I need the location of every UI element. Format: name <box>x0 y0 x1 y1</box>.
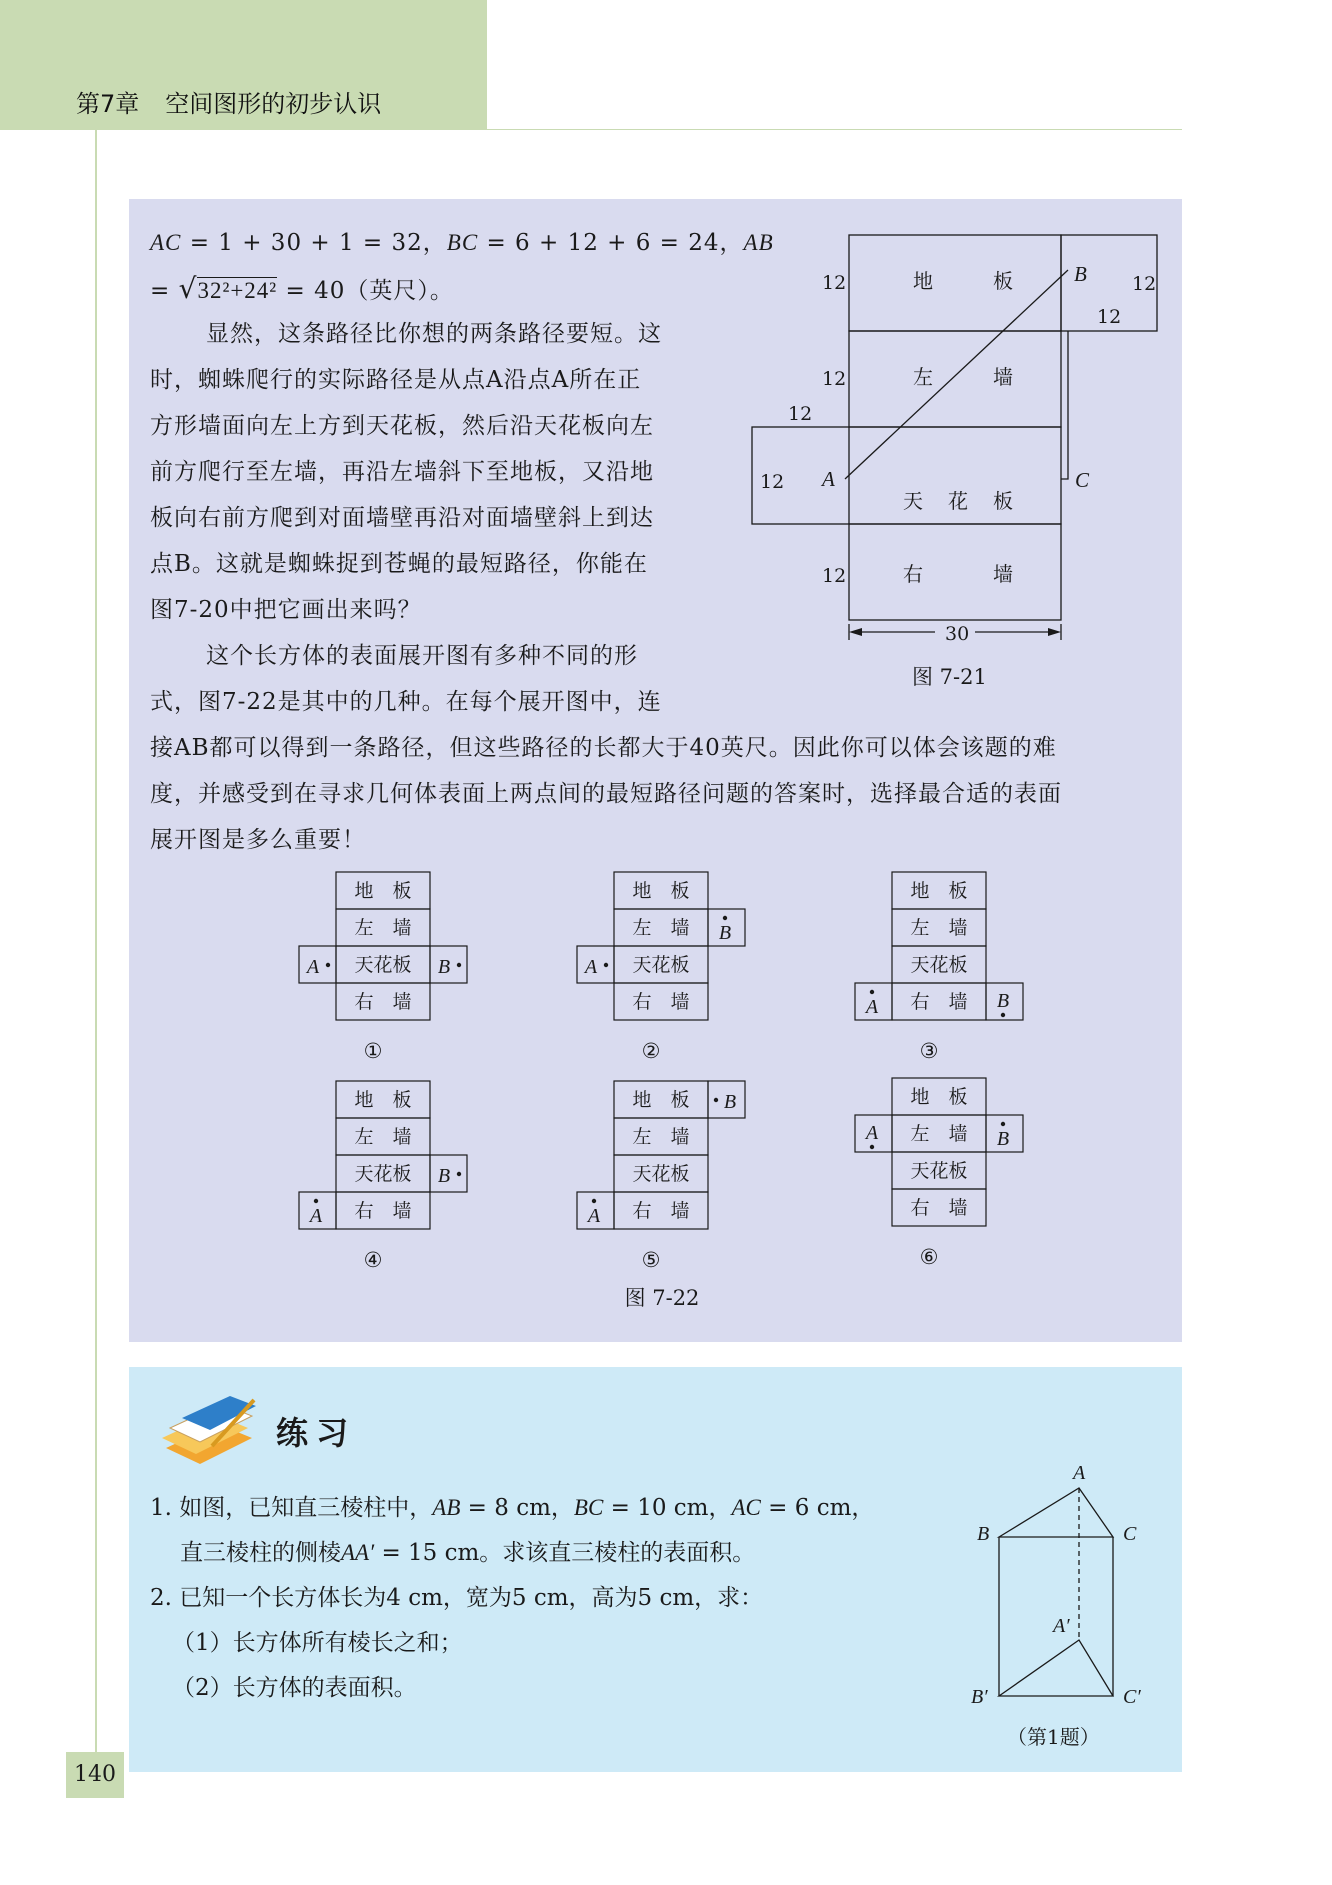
fig21-width-label: 30 <box>945 623 970 645</box>
paragraph-line: 式，图7-22是其中的几种。在每个展开图中，连 <box>150 689 662 715</box>
paragraph-line: 前方爬行至左墙，再沿左墙斜下至地板，又沿地 <box>150 459 654 485</box>
net-point-b: B <box>996 1128 1010 1150</box>
net-point-b: B <box>437 1165 451 1187</box>
page-number: 140 <box>66 1752 124 1798</box>
paragraph-line: 这个长方体的表面展开图有多种不同的形 <box>206 643 638 669</box>
net-point-a: A <box>584 956 598 978</box>
fig21-ceiling-mid: 花 <box>948 489 968 513</box>
fig21-dim-right-flap-2: 12 <box>1097 306 1122 328</box>
net-cell-label: 地 板 <box>354 880 412 902</box>
paragraph-line: 展开图是多么重要！ <box>150 827 366 853</box>
net-cell-label: 地 板 <box>632 880 690 902</box>
fig21-floor-left: 地 <box>913 269 933 293</box>
q1-text: = 8 cm， <box>460 1495 574 1521</box>
q1-var-ab: AB <box>432 1495 461 1520</box>
net-cell-label: 地 板 <box>632 1089 690 1111</box>
prism-caption: （第1题） <box>1007 1725 1100 1749</box>
fig21-leftwall-left: 左 <box>913 365 933 389</box>
net-cell-label: 地 板 <box>910 880 968 902</box>
net-cell-label: 左 墙 <box>632 1126 690 1148</box>
net-cell-label: 左 墙 <box>354 917 412 939</box>
formula-text: = 6 + 12 + 6 = 24， <box>478 230 744 256</box>
net-point-b: B <box>718 922 732 944</box>
chapter-name: 空间图形的初步认识 <box>165 90 382 118</box>
net-point-a: A <box>587 1205 601 1227</box>
var-ab: AB <box>743 230 774 255</box>
equals-sign: = <box>150 278 171 304</box>
fig21-caption: 图 7-21 <box>912 665 987 689</box>
q1-text: = 15 cm。求该直三棱柱的表面积。 <box>374 1540 756 1566</box>
fig21-dim-floor: 12 <box>822 272 847 294</box>
paragraph-line: 板向右前方爬到对面墙壁再沿对面墙壁斜上到达 <box>150 505 654 531</box>
net-cell-label: 左 墙 <box>910 1123 968 1145</box>
fig21-dim-leftwall: 12 <box>822 368 847 390</box>
net-cell-label: 左 墙 <box>632 917 690 939</box>
var-ac: AC <box>150 230 182 255</box>
net-point-a: A <box>865 1122 879 1144</box>
paragraph-line: 方形墙面向左上方到天花板，然后沿天花板向左 <box>150 413 654 439</box>
net-point-a: A <box>309 1205 323 1227</box>
formula-text: = 1 + 30 + 1 = 32， <box>181 230 447 256</box>
prism-label-a: A <box>1073 1462 1086 1484</box>
net-number-label: ③ <box>919 1039 939 1063</box>
fig21-dim-rightwall: 12 <box>822 565 847 587</box>
fig21-point-a: A <box>822 467 835 491</box>
paragraph-line: 图7-20中把它画出来吗？ <box>150 597 422 623</box>
fig21-dim-flap-side: 12 <box>760 471 785 493</box>
net-cell-label: 地 板 <box>910 1086 968 1108</box>
sqrt-symbol: √ <box>178 272 198 305</box>
net-number-label: ① <box>363 1039 383 1063</box>
net-point-b: B <box>723 1091 737 1113</box>
q1-var-aa: AA′ <box>341 1540 375 1565</box>
net-cell-label: 地 板 <box>354 1089 412 1111</box>
paragraph-line: 度，并感受到在寻求几何体表面上两点间的最短路径问题的答案时，选择最合适的表面 <box>150 781 1062 807</box>
formula-result: = 40（英尺）。 <box>277 278 454 304</box>
net-point-b: B <box>437 956 451 978</box>
net-cell-label: 右 墙 <box>632 1200 690 1222</box>
var-bc: BC <box>446 230 479 255</box>
prism-label-c2: C′ <box>1123 1686 1141 1708</box>
fig22-caption: 图 7-22 <box>624 1286 700 1310</box>
net-cell-label: 天花板 <box>632 1163 690 1185</box>
fig21-rightwall-left: 右 <box>903 562 923 586</box>
q1-text: = 6 cm， <box>760 1495 875 1521</box>
net-point-b: B <box>996 990 1010 1012</box>
paragraph-line: 时，蜘蛛爬行的实际路径是从点A沿点A所在正 <box>150 367 642 393</box>
net-cell-label: 右 墙 <box>910 1197 968 1219</box>
q1-text: 1. 如图，已知直三棱柱中， <box>150 1495 433 1521</box>
net-point-a: A <box>306 956 320 978</box>
prism-top-face <box>999 1488 1113 1537</box>
fig21-dim-right-flap: 12 <box>1132 273 1157 295</box>
net-number-label: ④ <box>363 1248 383 1272</box>
prism-label-b2: B′ <box>971 1686 988 1708</box>
net-cell-label: 右 墙 <box>354 991 412 1013</box>
paragraph-line: 接AB都可以得到一条路径，但这些路径的长都大于40英尺。因此你可以体会该题的难 <box>150 735 1057 761</box>
net-number-label: ⑥ <box>919 1245 939 1269</box>
fig21-ceiling-left: 天 <box>903 489 923 513</box>
q1-text: 直三棱柱的侧棱 <box>180 1540 341 1566</box>
fig21-floor-right: 板 <box>993 269 1013 293</box>
fig21-dim-flap-top: 12 <box>788 403 813 425</box>
sqrt-radicand: 32²+24² <box>197 278 278 303</box>
net-cell-label: 左 墙 <box>910 917 968 939</box>
chapter-number: 第7章 <box>76 90 140 118</box>
net-cell-label: 左 墙 <box>354 1126 412 1148</box>
net-cell-label: 天花板 <box>354 1163 412 1185</box>
q1-text: = 10 cm， <box>603 1495 732 1521</box>
prism-label-a2: A′ <box>1053 1615 1070 1637</box>
net-cell-label: 天花板 <box>354 954 412 976</box>
net-cell-label: 右 墙 <box>354 1200 412 1222</box>
net-number-label: ② <box>641 1039 661 1063</box>
fig21-ceiling-right: 板 <box>993 489 1013 513</box>
fig21-leftwall-right: 墙 <box>993 365 1013 389</box>
fig21-rightwall-right: 墙 <box>993 562 1013 586</box>
q1-var-bc: BC <box>573 1495 604 1520</box>
fig21-point-c: C <box>1075 468 1090 492</box>
net-cell-label: 天花板 <box>632 954 690 976</box>
paragraph-line: 显然，这条路径比你想的两条路径要短。这 <box>206 321 662 347</box>
question-2-line-1: 2. 已知一个长方体长为4 cm，宽为5 cm，高为5 cm，求： <box>150 1585 764 1611</box>
net-number-label: ⑤ <box>641 1248 661 1272</box>
net-cell-label: 右 墙 <box>910 991 968 1013</box>
net-point-a: A <box>865 996 879 1018</box>
question-2-sub-1: （1）长方体所有棱长之和； <box>172 1630 463 1656</box>
question-2-sub-2: （2）长方体的表面积。 <box>172 1675 417 1701</box>
prism-label-c: C <box>1123 1523 1137 1545</box>
q1-var-ac: AC <box>731 1495 761 1520</box>
fig21-point-b: B <box>1074 262 1087 286</box>
net-cell-label: 右 墙 <box>632 991 690 1013</box>
prism-bottom-face <box>999 1640 1113 1696</box>
net-cell-label: 天花板 <box>910 954 968 976</box>
prism-label-b: B <box>977 1523 990 1545</box>
exercise-title: 练习 <box>276 1414 357 1452</box>
net-cell-label: 天花板 <box>910 1160 968 1182</box>
paragraph-line: 点B。这就是蜘蛛捉到苍蝇的最短路径，你能在 <box>150 551 648 577</box>
